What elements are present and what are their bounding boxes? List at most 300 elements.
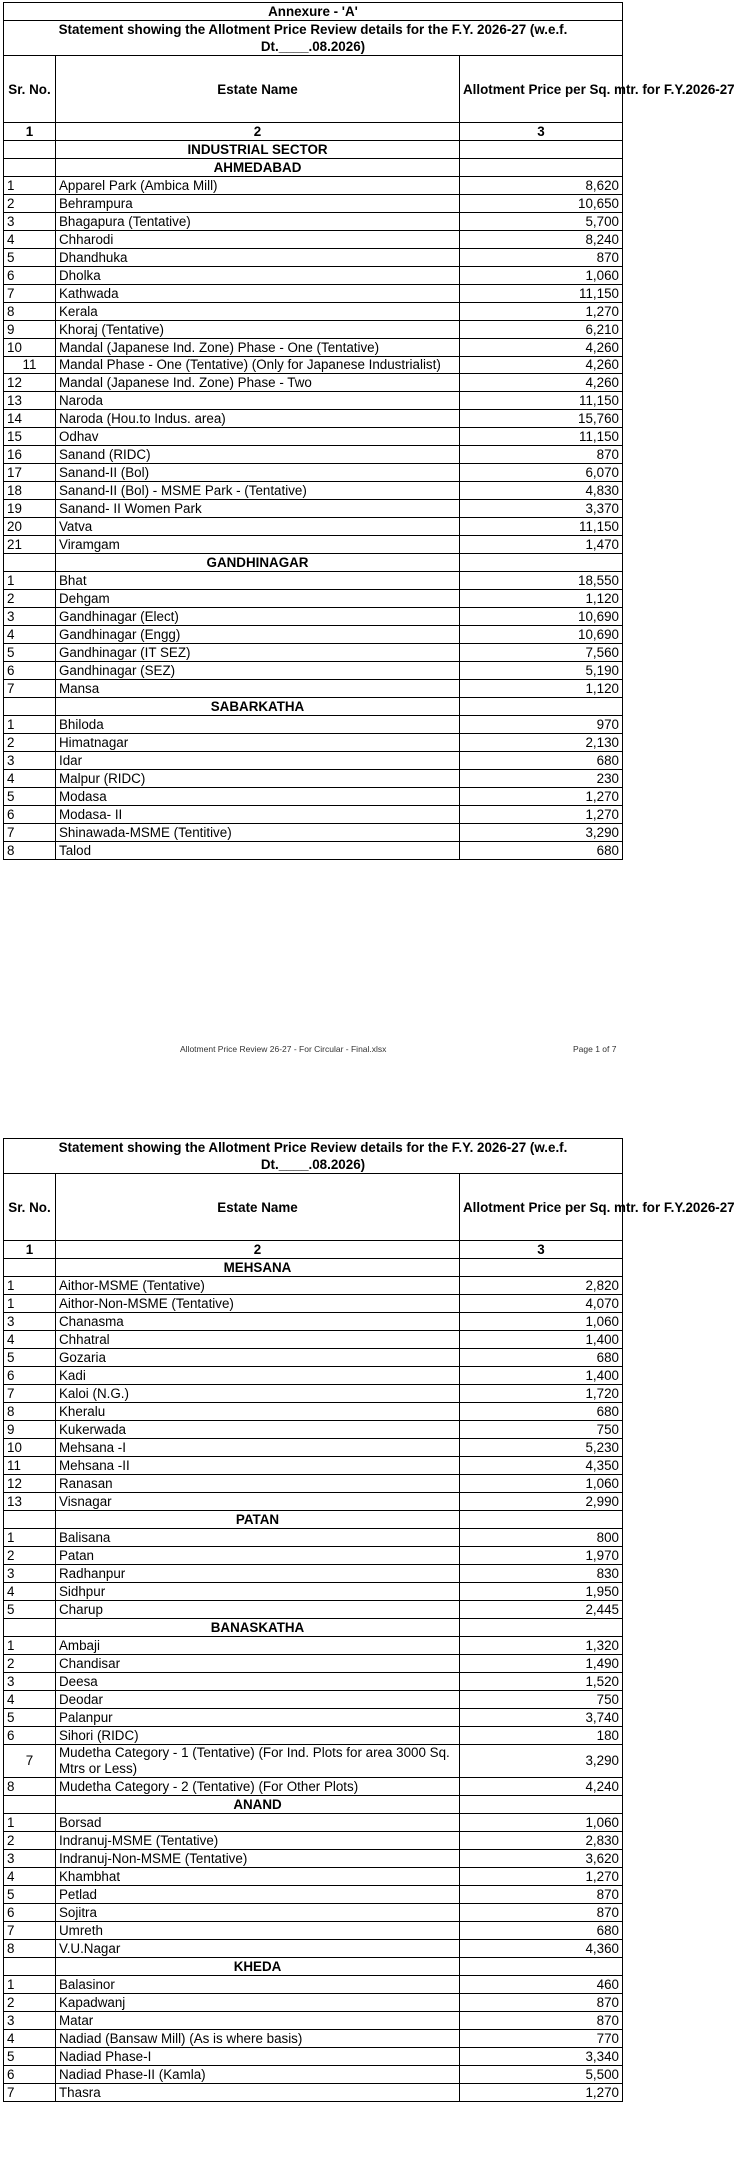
table-row [4, 1655, 623, 1673]
statement-title: Statement showing the Allotment Price Review details for the F.Y. 2026-27 (w.e.f. Dt.____.08.2026) [4, 21, 623, 56]
sr-no-cell: 1 [4, 716, 56, 734]
column-header-estate-name: Estate Name [56, 56, 460, 123]
sr-no-cell: 6 [4, 2066, 56, 2084]
allotment-price-cell: 870 [460, 1904, 623, 1922]
sr-no-cell: 2 [4, 590, 56, 608]
allotment-price-cell: 4,260 [460, 339, 623, 357]
table-row [4, 680, 623, 698]
sr-no-cell: 3 [4, 1850, 56, 1868]
table-row [4, 518, 623, 536]
sr-no-cell: 1 [4, 1976, 56, 1994]
estate-name-cell: Kadi [56, 1367, 460, 1385]
estate-name-cell: Gandhinagar (SEZ) [56, 662, 460, 680]
estate-name-cell: Khambhat [56, 1868, 460, 1886]
allotment-price-cell: 11,150 [460, 392, 623, 410]
table-row [4, 213, 623, 231]
table-row [4, 1583, 623, 1601]
allotment-price-cell: 3,740 [460, 1709, 623, 1727]
allotment-price-cell: 11,150 [460, 518, 623, 536]
allotment-price-cell: 1,400 [460, 1331, 623, 1349]
annexure-title: Annexure - 'A' [4, 3, 623, 21]
sr-no-cell: 6 [4, 806, 56, 824]
allotment-price-cell: 5,500 [460, 2066, 623, 2084]
table-row [4, 752, 623, 770]
allotment-price-cell: 1,400 [460, 1367, 623, 1385]
table-row [4, 500, 623, 518]
table-row [4, 357, 623, 374]
sr-no-cell: 20 [4, 518, 56, 536]
table-row [4, 1331, 623, 1349]
sr-no-cell: 5 [4, 1349, 56, 1367]
allotment-price-cell: 4,260 [460, 357, 623, 374]
allotment-price-cell: 2,130 [460, 734, 623, 752]
estate-name-cell: Khoraj (Tentative) [56, 321, 460, 339]
sr-no-cell: 1 [4, 1814, 56, 1832]
table-row [4, 1940, 623, 1958]
allotment-price-cell: 1,270 [460, 303, 623, 321]
estate-name-cell: Visnagar [56, 1493, 460, 1511]
sr-no-cell: 9 [4, 1421, 56, 1439]
column-header-sr-no: Sr. No. [4, 1174, 56, 1241]
allotment-price-cell: 2,990 [460, 1493, 623, 1511]
allotment-price-cell: 4,070 [460, 1295, 623, 1313]
table-row [4, 195, 623, 213]
allotment-price-cell: 870 [460, 249, 623, 267]
estate-name-cell: Petlad [56, 1886, 460, 1904]
estate-name-cell: Kheralu [56, 1403, 460, 1421]
estate-name-cell: Dehgam [56, 590, 460, 608]
sr-no-cell: 12 [4, 374, 56, 392]
table-row [4, 2066, 623, 2084]
estate-name-cell: Naroda (Hou.to Indus. area) [56, 410, 460, 428]
allotment-price-cell: 1,970 [460, 1547, 623, 1565]
estate-name-cell: Gozaria [56, 1349, 460, 1367]
sr-no-cell: 2 [4, 1547, 56, 1565]
estate-name-cell: Bhagapura (Tentative) [56, 213, 460, 231]
allotment-price-cell: 750 [460, 1691, 623, 1709]
estate-name-cell: Mandal (Japanese Ind. Zone) Phase - One (Tentative) [56, 339, 460, 357]
table-row [4, 1385, 623, 1403]
estate-name-cell: Nadiad Phase-I [56, 2048, 460, 2066]
table-row [4, 572, 623, 590]
estate-name-cell: Sanand-II (Bol) - MSME Park - (Tentative) [56, 482, 460, 500]
sr-no-cell: 7 [4, 680, 56, 698]
table-row [4, 1778, 623, 1796]
allotment-price-cell: 15,760 [460, 410, 623, 428]
sr-no-cell: 4 [4, 1583, 56, 1601]
sr-no-cell: 10 [4, 1439, 56, 1457]
estate-name-cell: Ranasan [56, 1475, 460, 1493]
estate-name-cell: Chhatral [56, 1331, 460, 1349]
table-row [4, 482, 623, 500]
table-row [4, 770, 623, 788]
estate-name-cell: Vatva [56, 518, 460, 536]
district-heading: GANDHINAGAR [56, 554, 460, 572]
estate-name-cell: Ambaji [56, 1637, 460, 1655]
estate-name-cell: Sanand-II (Bol) [56, 464, 460, 482]
estate-name-cell: Gandhinagar (Elect) [56, 608, 460, 626]
estate-name-cell: Sidhpur [56, 1583, 460, 1601]
estate-name-cell: Mudetha Category - 1 (Tentative) (For Ind. Plots for area 3000 Sq. Mtrs or Less) [56, 1745, 460, 1778]
table-row [4, 1832, 623, 1850]
table-row [4, 1547, 623, 1565]
sr-no-cell: 17 [4, 464, 56, 482]
district-heading: MEHSANA [56, 1259, 460, 1277]
table-row [4, 177, 623, 195]
table-row [4, 716, 623, 734]
table-row [4, 1994, 623, 2012]
sr-no-cell: 6 [4, 1367, 56, 1385]
table-row [4, 249, 623, 267]
estate-name-cell: Balisana [56, 1529, 460, 1547]
sheet-2 [3, 1138, 735, 2102]
sr-no-cell: 21 [4, 536, 56, 554]
allotment-price-cell: 970 [460, 716, 623, 734]
estate-name-cell: Indranuj-MSME (Tentative) [56, 1832, 460, 1850]
estate-name-cell: Mehsana -II [56, 1457, 460, 1475]
district-heading: ANAND [56, 1796, 460, 1814]
allotment-price-cell: 2,820 [460, 1277, 623, 1295]
allotment-price-cell: 800 [460, 1529, 623, 1547]
sr-no-cell: 4 [4, 1691, 56, 1709]
table-row [4, 590, 623, 608]
estate-name-cell: Malpur (RIDC) [56, 770, 460, 788]
estate-name-cell: Gandhinagar (IT SEZ) [56, 644, 460, 662]
estate-name-cell: Kaloi (N.G.) [56, 1385, 460, 1403]
column-number: 3 [460, 1241, 623, 1259]
estate-name-cell: Kerala [56, 303, 460, 321]
allotment-price-cell: 6,210 [460, 321, 623, 339]
sr-no-cell: 2 [4, 734, 56, 752]
sr-no-cell: 3 [4, 1565, 56, 1583]
column-number: 1 [4, 123, 56, 141]
allotment-price-cell: 2,830 [460, 1832, 623, 1850]
allotment-price-cell: 1,270 [460, 2084, 623, 2102]
estate-name-cell: Viramgam [56, 536, 460, 554]
table-row [4, 321, 623, 339]
allotment-price-cell: 1,320 [460, 1637, 623, 1655]
estate-name-cell: Mehsana -I [56, 1439, 460, 1457]
estate-name-cell: Umreth [56, 1922, 460, 1940]
sr-no-cell: 6 [4, 662, 56, 680]
table-row [4, 536, 623, 554]
allotment-price-cell: 6,070 [460, 464, 623, 482]
estate-name-cell: Chanasma [56, 1313, 460, 1331]
allotment-price-cell: 10,690 [460, 608, 623, 626]
table-row [4, 1814, 623, 1832]
table-row [4, 644, 623, 662]
estate-name-cell: Chharodi [56, 231, 460, 249]
allotment-price-cell: 680 [460, 1349, 623, 1367]
table-row [4, 1727, 623, 1745]
estate-name-cell: Odhav [56, 428, 460, 446]
table-row [4, 374, 623, 392]
statement-title: Statement showing the Allotment Price Review details for the F.Y. 2026-27 (w.e.f. Dt.____.08.2026) [4, 1139, 623, 1174]
allotment-price-cell: 18,550 [460, 572, 623, 590]
column-header-estate-name: Estate Name [56, 1174, 460, 1241]
sr-no-cell: 7 [4, 2084, 56, 2102]
table-row [4, 1886, 623, 1904]
sr-no-cell: 4 [4, 626, 56, 644]
estate-name-cell: Bhiloda [56, 716, 460, 734]
sr-no-cell: 3 [4, 213, 56, 231]
estate-name-cell: Matar [56, 2012, 460, 2030]
table-row [4, 2012, 623, 2030]
table-row [4, 392, 623, 410]
sr-no-cell: 4 [4, 231, 56, 249]
sr-no-cell: 2 [4, 195, 56, 213]
estate-name-cell: Kathwada [56, 285, 460, 303]
sr-no-cell: 6 [4, 1727, 56, 1745]
allotment-price-cell: 4,350 [460, 1457, 623, 1475]
allotment-price-cell: 3,620 [460, 1850, 623, 1868]
allotment-price-cell: 11,150 [460, 285, 623, 303]
table-row [4, 285, 623, 303]
table-row [4, 662, 623, 680]
table-row [4, 806, 623, 824]
estate-name-cell: Sanand (RIDC) [56, 446, 460, 464]
allotment-price-cell: 1,720 [460, 1385, 623, 1403]
sr-no-cell: 1 [4, 572, 56, 590]
estate-name-cell: Aithor-Non-MSME (Tentative) [56, 1295, 460, 1313]
price-table-page-2 [3, 1138, 735, 2102]
table-row [4, 1709, 623, 1727]
estate-name-cell: Mandal (Japanese Ind. Zone) Phase - Two [56, 374, 460, 392]
sr-no-cell: 5 [4, 644, 56, 662]
sr-no-cell: 12 [4, 1475, 56, 1493]
sr-no-cell: 18 [4, 482, 56, 500]
district-heading: PATAN [56, 1511, 460, 1529]
sr-no-cell: 5 [4, 1886, 56, 1904]
sr-no-cell: 3 [4, 752, 56, 770]
column-header-allotment-price: Allotment Price per Sq. mtr. for F.Y.2026-27 [460, 56, 623, 123]
table-row [4, 1295, 623, 1313]
allotment-price-cell: 1,470 [460, 536, 623, 554]
sr-no-cell: 2 [4, 1832, 56, 1850]
sr-no-cell: 16 [4, 446, 56, 464]
table-row [4, 303, 623, 321]
estate-name-cell: Deesa [56, 1673, 460, 1691]
column-header-allotment-price: Allotment Price per Sq. mtr. for F.Y.2026-27 [460, 1174, 623, 1241]
allotment-price-cell: 680 [460, 1922, 623, 1940]
table-row [4, 464, 623, 482]
table-row [4, 1904, 623, 1922]
sr-no-cell: 4 [4, 770, 56, 788]
table-row [4, 1673, 623, 1691]
sr-no-cell: 10 [4, 339, 56, 357]
allotment-price-cell: 770 [460, 2030, 623, 2048]
column-header-sr-no: Sr. No. [4, 56, 56, 123]
allotment-price-cell: 230 [460, 770, 623, 788]
sr-no-cell: 5 [4, 1709, 56, 1727]
estate-name-cell: Apparel Park (Ambica Mill) [56, 177, 460, 195]
estate-name-cell: Gandhinagar (Engg) [56, 626, 460, 644]
sr-no-cell: 8 [4, 1940, 56, 1958]
table-row [4, 842, 623, 860]
allotment-price-cell: 10,650 [460, 195, 623, 213]
estate-name-cell: Bhat [56, 572, 460, 590]
district-heading: KHEDA [56, 1958, 460, 1976]
sr-no-cell: 3 [4, 2012, 56, 2030]
estate-name-cell: Charup [56, 1601, 460, 1619]
estate-name-cell: Talod [56, 842, 460, 860]
sr-no-cell: 7 [4, 285, 56, 303]
estate-name-cell: Mansa [56, 680, 460, 698]
estate-name-cell: Modasa- II [56, 806, 460, 824]
table-row [4, 1403, 623, 1421]
sr-no-cell: 3 [4, 1313, 56, 1331]
footer-page-number: Page 1 of 7 [573, 1044, 617, 1054]
sr-no-cell: 5 [4, 1601, 56, 1619]
table-row [4, 339, 623, 357]
table-row [4, 231, 623, 249]
allotment-price-cell: 3,290 [460, 824, 623, 842]
table-row [4, 1922, 623, 1940]
allotment-price-cell: 680 [460, 1403, 623, 1421]
table-row [4, 1493, 623, 1511]
sr-no-cell: 4 [4, 2030, 56, 2048]
sr-no-cell: 2 [4, 1655, 56, 1673]
allotment-price-cell: 460 [460, 1976, 623, 1994]
sr-no-cell: 13 [4, 1493, 56, 1511]
table-row [4, 1976, 623, 1994]
sr-no-cell: 4 [4, 1331, 56, 1349]
table-row [4, 1457, 623, 1475]
sr-no-cell: 11 [4, 357, 56, 374]
allotment-price-cell: 4,360 [460, 1940, 623, 1958]
allotment-price-cell: 4,830 [460, 482, 623, 500]
allotment-price-cell: 3,370 [460, 500, 623, 518]
estate-name-cell: Shinawada-MSME (Tentitive) [56, 824, 460, 842]
allotment-price-cell: 2,445 [460, 1601, 623, 1619]
district-heading: SABARKATHA [56, 698, 460, 716]
estate-name-cell: Mudetha Category - 2 (Tentative) (For Other Plots) [56, 1778, 460, 1796]
sr-no-cell: 13 [4, 392, 56, 410]
sr-no-cell: 3 [4, 1673, 56, 1691]
sr-no-cell: 6 [4, 1904, 56, 1922]
sr-no-cell: 2 [4, 1994, 56, 2012]
estate-name-cell: Sanand- II Women Park [56, 500, 460, 518]
estate-name-cell: Naroda [56, 392, 460, 410]
allotment-price-cell: 1,950 [460, 1583, 623, 1601]
sr-no-cell: 7 [4, 1385, 56, 1403]
column-number: 3 [460, 123, 623, 141]
sr-no-cell: 7 [4, 1922, 56, 1940]
estate-name-cell: Dholka [56, 267, 460, 285]
table-row [4, 1277, 623, 1295]
estate-name-cell: Nadiad Phase-II (Kamla) [56, 2066, 460, 2084]
allotment-price-cell: 1,060 [460, 1313, 623, 1331]
sr-no-cell: 3 [4, 608, 56, 626]
table-row [4, 1868, 623, 1886]
table-row [4, 1850, 623, 1868]
table-row [4, 1565, 623, 1583]
table-row [4, 2048, 623, 2066]
sr-no-cell: 7 [4, 824, 56, 842]
sr-no-cell: 1 [4, 1295, 56, 1313]
allotment-price-cell: 180 [460, 1727, 623, 1745]
allotment-price-cell: 1,270 [460, 788, 623, 806]
sheet-1 [3, 2, 735, 860]
table-row [4, 446, 623, 464]
allotment-price-cell: 5,700 [460, 213, 623, 231]
allotment-price-cell: 5,190 [460, 662, 623, 680]
allotment-price-cell: 1,060 [460, 267, 623, 285]
table-row [4, 1475, 623, 1493]
table-row [4, 1313, 623, 1331]
district-heading: AHMEDABAD [56, 159, 460, 177]
table-row [4, 2084, 623, 2102]
table-row [4, 410, 623, 428]
sr-no-cell: 8 [4, 303, 56, 321]
sr-no-cell: 1 [4, 1637, 56, 1655]
allotment-price-cell: 1,520 [460, 1673, 623, 1691]
sr-no-cell: 1 [4, 177, 56, 195]
table-row [4, 428, 623, 446]
table-row [4, 824, 623, 842]
estate-name-cell: Behrampura [56, 195, 460, 213]
allotment-price-cell: 750 [460, 1421, 623, 1439]
estate-name-cell: Idar [56, 752, 460, 770]
sr-no-cell: 1 [4, 1277, 56, 1295]
allotment-price-cell: 1,270 [460, 806, 623, 824]
allotment-price-cell: 8,240 [460, 231, 623, 249]
sr-no-cell: 5 [4, 249, 56, 267]
estate-name-cell: Balasinor [56, 1976, 460, 1994]
sr-no-cell: 8 [4, 842, 56, 860]
price-table-page-1 [3, 2, 735, 860]
estate-name-cell: Modasa [56, 788, 460, 806]
allotment-price-cell: 870 [460, 1886, 623, 1904]
estate-name-cell: Indranuj-Non-MSME (Tentative) [56, 1850, 460, 1868]
table-row [4, 1637, 623, 1655]
allotment-price-cell: 1,060 [460, 1475, 623, 1493]
sr-no-cell: 19 [4, 500, 56, 518]
estate-name-cell: Borsad [56, 1814, 460, 1832]
column-number: 2 [56, 123, 460, 141]
sr-no-cell: 14 [4, 410, 56, 428]
estate-name-cell: Himatnagar [56, 734, 460, 752]
allotment-price-cell: 8,620 [460, 177, 623, 195]
table-row [4, 608, 623, 626]
sr-no-cell: 11 [4, 1457, 56, 1475]
allotment-price-cell: 680 [460, 752, 623, 770]
estate-name-cell: Thasra [56, 2084, 460, 2102]
sr-no-cell: 15 [4, 428, 56, 446]
table-row [4, 1745, 623, 1778]
table-row [4, 626, 623, 644]
allotment-price-cell: 3,340 [460, 2048, 623, 2066]
table-row [4, 788, 623, 806]
estate-name-cell: Radhanpur [56, 1565, 460, 1583]
table-row [4, 267, 623, 285]
estate-name-cell: Kapadwanj [56, 1994, 460, 2012]
allotment-price-cell: 870 [460, 1994, 623, 2012]
sr-no-cell: 8 [4, 1778, 56, 1796]
sr-no-cell: 5 [4, 788, 56, 806]
column-number: 2 [56, 1241, 460, 1259]
table-row [4, 734, 623, 752]
estate-name-cell: Palanpur [56, 1709, 460, 1727]
table-row [4, 1601, 623, 1619]
estate-name-cell: Sojitra [56, 1904, 460, 1922]
allotment-price-cell: 830 [460, 1565, 623, 1583]
allotment-price-cell: 870 [460, 446, 623, 464]
estate-name-cell: Kukerwada [56, 1421, 460, 1439]
allotment-price-cell: 1,270 [460, 1868, 623, 1886]
allotment-price-cell: 10,690 [460, 626, 623, 644]
estate-name-cell: Aithor-MSME (Tentative) [56, 1277, 460, 1295]
